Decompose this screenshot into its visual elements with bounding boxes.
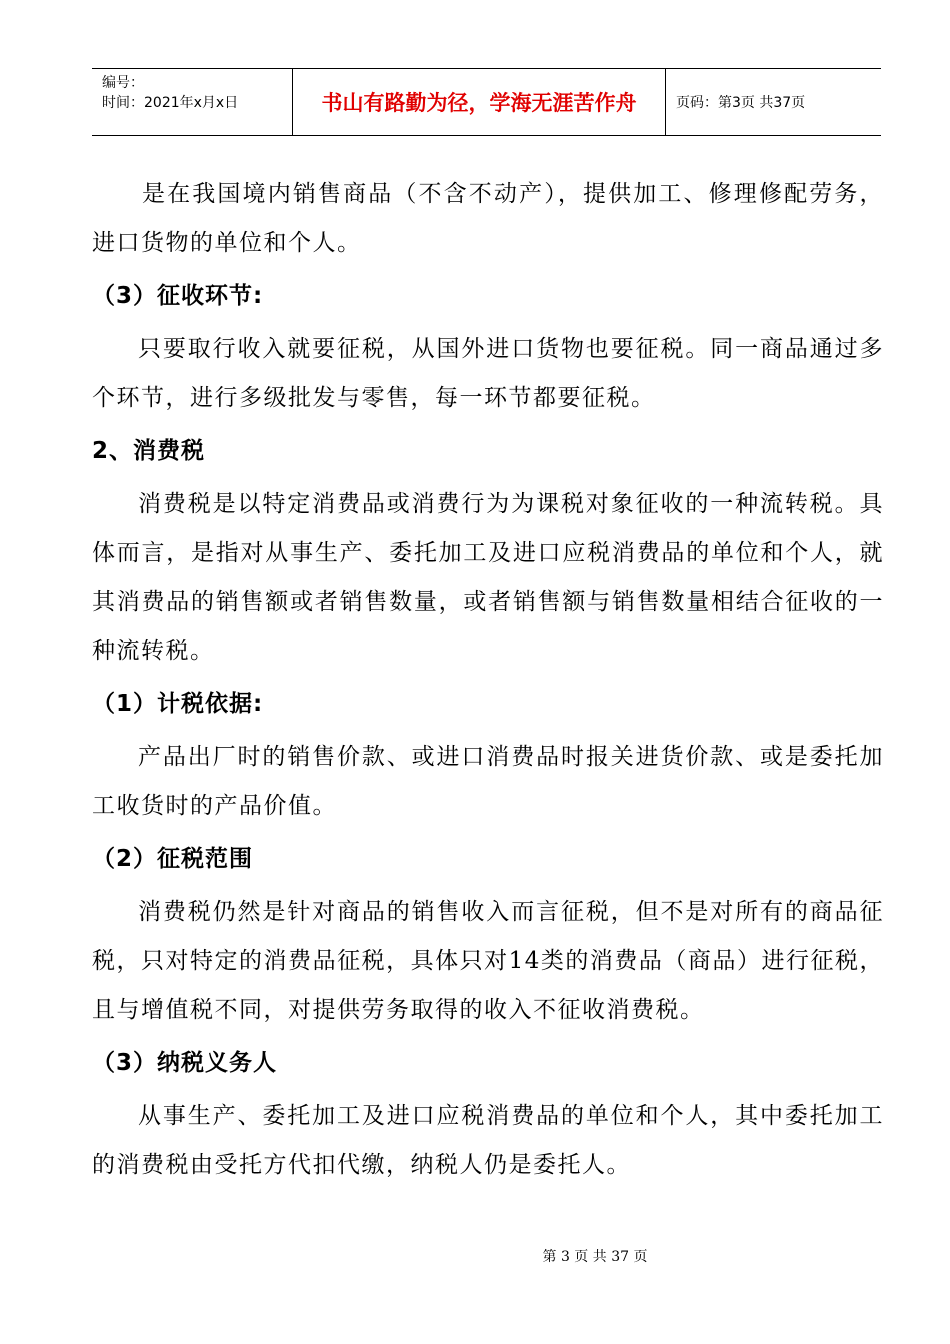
header-motto: 书山有路勤为径，学海无涯苦作舟 [293, 69, 666, 135]
paragraph-3: 消费税是以特定消费品或消费行为为课税对象征收的一种流转税。具体而言，是指对从事生产、委托加工及进口应税消费品的单位和个人，就其消费品的销售额或者销售数量，或者销售额与销售数量相结合征收的一种流转税。 [92, 491, 884, 664]
heading-tax-scope: （2）征税范围 [92, 846, 254, 872]
page-header [92, 68, 881, 136]
header-time-label: 时间：2021年x月x日 [102, 95, 239, 111]
page-footer: 第 3 页 共 37 页 [542, 1249, 648, 1265]
paragraph-4: 产品出厂时的销售价款、或进口消费品时报关进货价款、或是委托加工收货时的产品价值。 [92, 744, 884, 819]
heading-taxpayer: （3）纳税义务人 [92, 1050, 278, 1076]
document-body [92, 170, 884, 1190]
paragraph-6: 从事生产、委托加工及进口应税消费品的单位和个人，其中委托加工的消费税由受托方代扣代缴，纳税人仍是委托人。 [92, 1103, 884, 1178]
header-meta [92, 69, 293, 135]
heading-collection-stage: （3）征收环节: [92, 283, 264, 309]
heading-tax-basis: （1）计税依据: [92, 691, 264, 717]
paragraph-5: 消费税仍然是针对商品的销售收入而言征税，但不是对所有的商品征税，只对特定的消费品征税，具体只对14类的消费品（商品）进行征税，且与增值税不同，对提供劳务取得的收入不征收消费税。 [92, 899, 884, 1023]
paragraph-2: 只要取行收入就要征税，从国外进口货物也要征税。同一商品通过多个环节，进行多级批发与零售，每一环节都要征税。 [92, 336, 884, 411]
header-number-label: 编号： [102, 75, 144, 91]
paragraph-1: 是在我国境内销售商品（不含不动产），提供加工、修理修配劳务，进口货物的单位和个人。 [92, 181, 884, 256]
header-page-label: 页码：第3页 共37页 [676, 95, 806, 111]
heading-consumption-tax: 2、消费税 [92, 438, 206, 464]
